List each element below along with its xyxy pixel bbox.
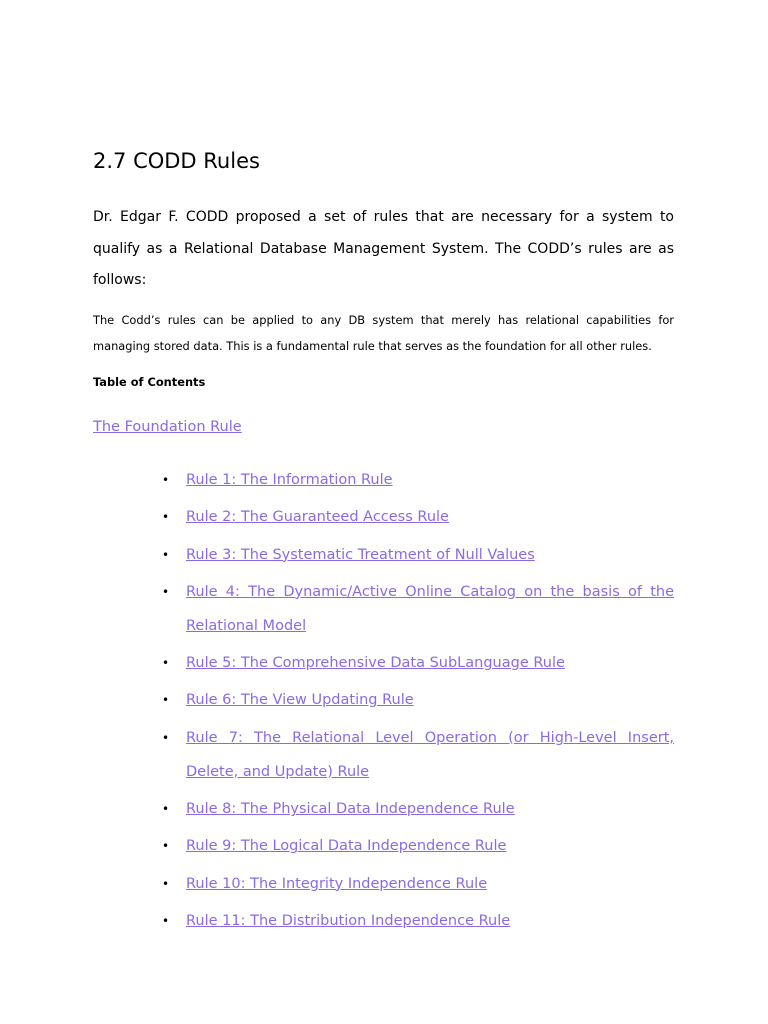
rule-item-11	[162, 904, 674, 938]
rule-item-10	[162, 867, 674, 901]
page-title: 2.7 CODD Rules	[93, 149, 260, 173]
toc-heading: Table of Contents	[93, 375, 206, 389]
rule-5-link[interactable]: Rule 5: The Comprehensive Data SubLanguage Rule	[186, 655, 565, 672]
bullet-icon: •	[162, 473, 170, 487]
rule-item-1	[162, 463, 674, 497]
bullet-icon: •	[162, 510, 170, 525]
rule-6-link[interactable]: Rule 6: The View Updating Rule	[186, 692, 414, 709]
rule-1-link[interactable]: Rule 1: The Information Rule	[186, 472, 393, 488]
bullet-icon: •	[162, 913, 170, 928]
rule-item-7	[162, 721, 674, 789]
bullet-icon: •	[162, 656, 170, 671]
rule-item-9	[162, 829, 674, 863]
bullet-icon: •	[162, 547, 170, 562]
rule-3-link[interactable]: Rule 3: The Systematic Treatment of Null Values	[186, 546, 535, 563]
bullet-icon: •	[162, 693, 170, 708]
bullet-icon: •	[162, 584, 170, 599]
rule-9-link[interactable]: Rule 9: The Logical Data Independence Rule	[186, 838, 507, 855]
bullet-icon: •	[162, 876, 170, 891]
rule-2-link[interactable]: Rule 2: The Guaranteed Access Rule	[186, 509, 449, 526]
bullet-icon: •	[162, 802, 170, 817]
rule-item-8	[162, 792, 674, 826]
rule-10-link[interactable]: Rule 10: The Integrity Independence Rule	[186, 875, 488, 892]
rule-4-link[interactable]: Rule 4: The Dynamic/Active Online Catalog on the basis of the Relational Model	[186, 583, 674, 634]
rule-7-link[interactable]: Rule 7: The Relational Level Operation (or High-Level Insert, Delete, and Update) Rule	[186, 729, 674, 780]
rule-item-3	[162, 538, 674, 572]
rule-item-4	[162, 575, 674, 643]
intro-paragraph: Dr. Edgar F. CODD proposed a set of rules that are necessary for a system to qualify as a Relational Database Management System. The CODD’s rules are as follows:	[93, 209, 674, 288]
rule-8-link[interactable]: Rule 8: The Physical Data Independence Rule	[186, 801, 515, 818]
rule-item-6	[162, 683, 674, 717]
bullet-icon: •	[162, 839, 170, 854]
rule-item-2	[162, 500, 674, 534]
rule-item-5	[162, 646, 674, 680]
foundation-rule-link[interactable]: The Foundation Rule	[93, 419, 242, 435]
note-paragraph: The Codd’s rules can be applied to any DB system that merely has relational capabilities for managing stored data. This is a fundamental rule that serves as the foundation for all other rules.	[93, 313, 674, 353]
bullet-icon: •	[162, 730, 170, 745]
rule-11-link[interactable]: Rule 11: The Distribution Independence Rule	[186, 912, 511, 929]
rules-list	[162, 463, 674, 941]
